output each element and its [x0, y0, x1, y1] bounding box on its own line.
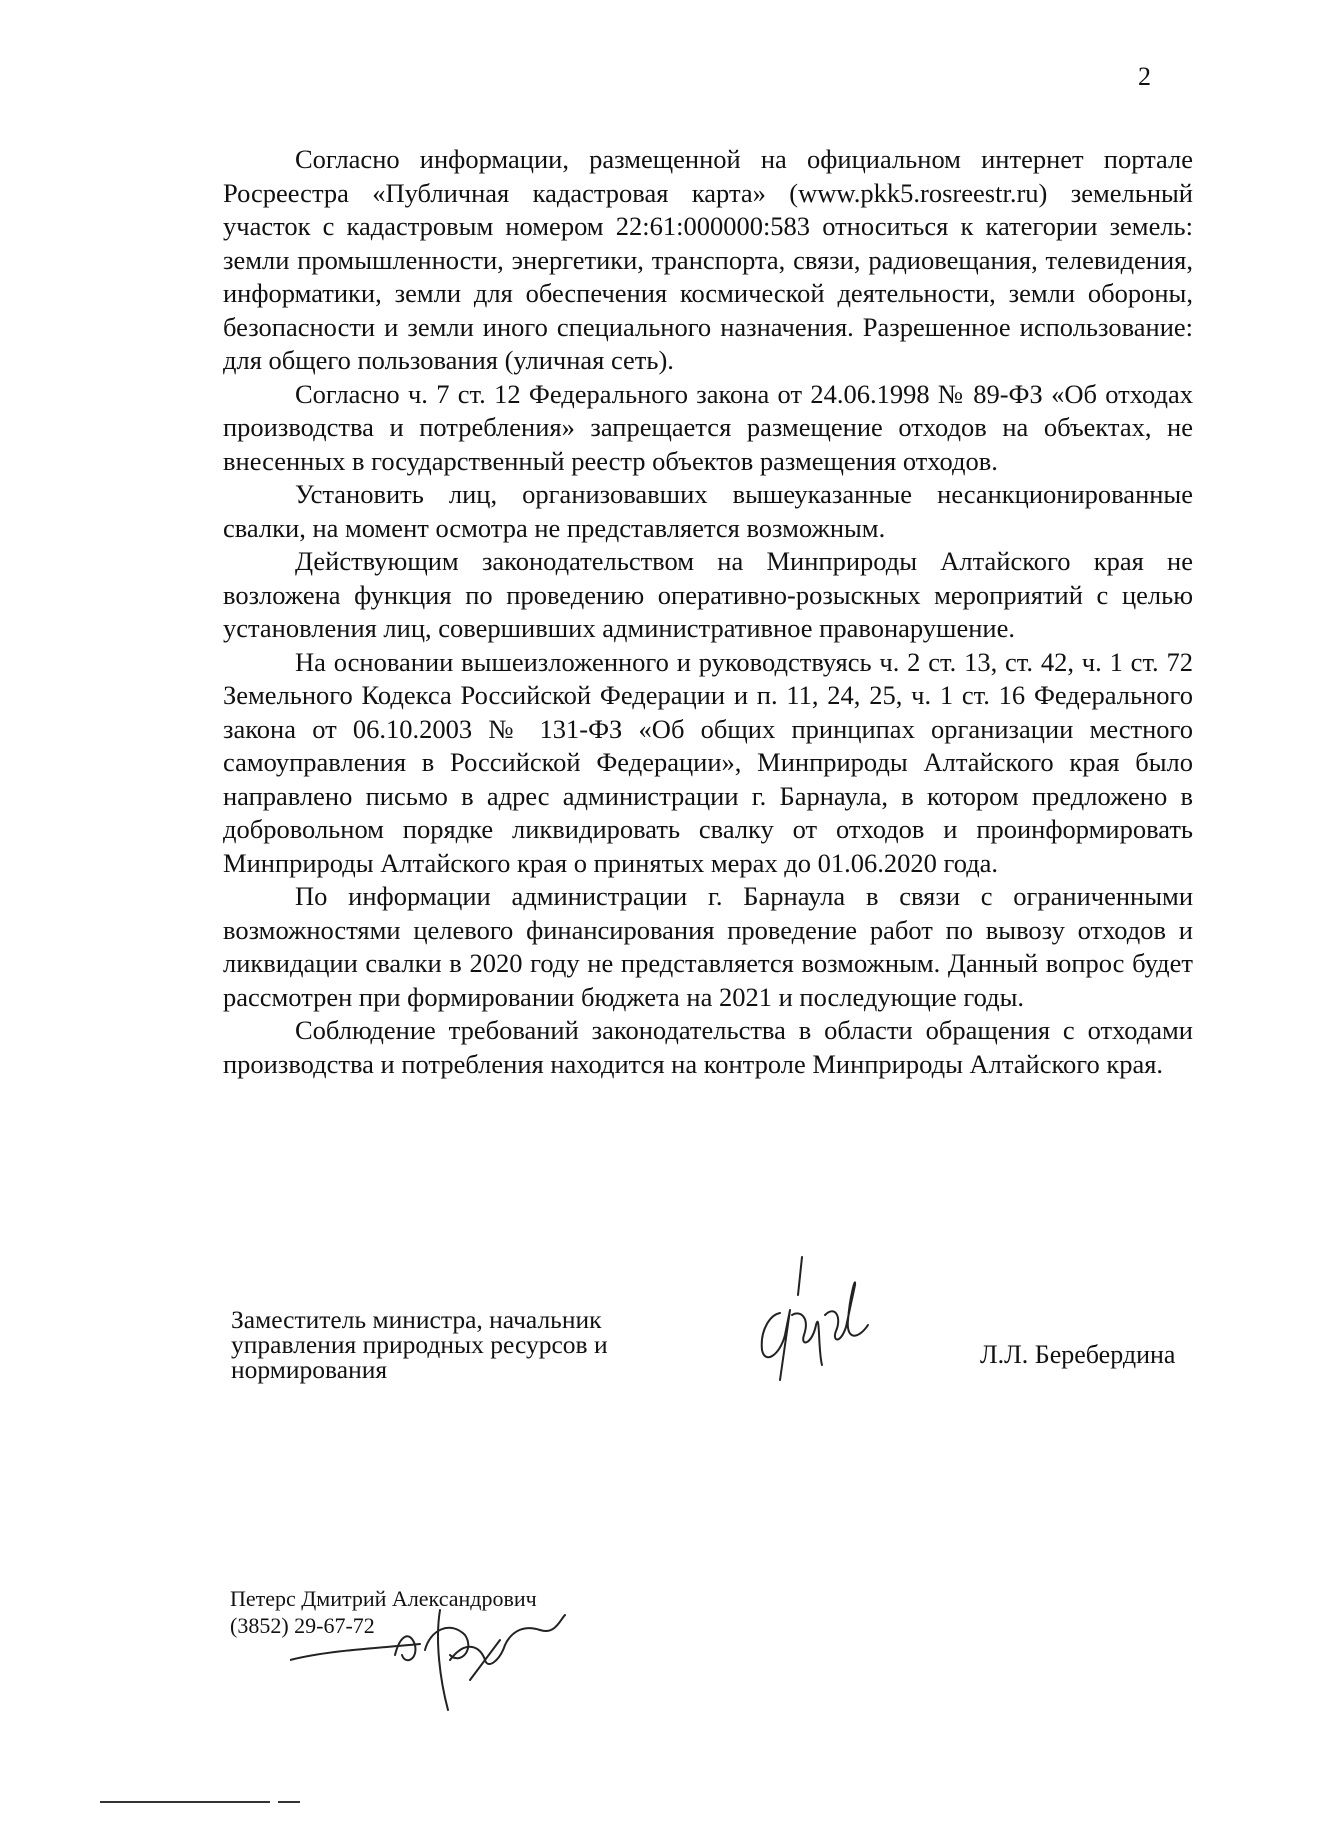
paragraph-administration-reply: По информации администрации г. Барнаула в связи с ограниченными возможностями целевого финансирования проведение работ по вывозу отходов и ликвидации свалки в 2020 году не представляется возможным. Данный вопрос будет рассмотрен при формировании бюджета на 2021 и последующие годы.	[223, 881, 1193, 1012]
signer-title-line: нормирования	[231, 1355, 388, 1384]
letter-body	[223, 143, 1193, 1081]
page-number: 2	[1138, 62, 1151, 91]
executor-phone: (3852) 29-67-72	[230, 1613, 375, 1638]
paragraph-control: Соблюдение требований законодательства в области обращения с отходами производства и потребления находится на контроле Минприроды Алтайского края.	[223, 1015, 1193, 1079]
executor-signature	[290, 1600, 580, 1720]
executor-name: Петерс Дмитрий Александрович	[230, 1586, 537, 1611]
paragraph-persons-unknown: Установить лиц, организовавших вышеуказанные несанкционированные свалки, на момент осмотра не представляется возможным.	[223, 479, 1193, 543]
signer-name: Л.Л. Беребердина	[980, 1340, 1176, 1369]
paragraph-cadastral-info: Согласно информации, размещенной на официальном интернет портале Росреестра «Публичная кадастровая карта» (www.pkk5.rosreestr.ru) земельный участок с кадастровым номером 22:61:000000:583 относиться к категории земель: земли промышленности, энергетики, транспорта, связи, радиовещания, телевидения, информатики, земли для обеспечения космической деятельности, земли обороны, безопасности и земли иного специального назначения. Разрешенное использование: для общего пользования (уличная сеть).	[223, 144, 1193, 375]
paragraph-no-authority: Действующим законодательством на Минприроды Алтайского края не возложена функция по проведению оперативно-розыскных мероприятий с целью установления лиц, совершивших административное правонарушение.	[223, 546, 1193, 643]
handwritten-signature	[740, 1255, 880, 1385]
signer-title-line: Заместитель министра, начальник	[231, 1305, 602, 1334]
footer-rule	[100, 1796, 305, 1808]
paragraph-waste-law: Согласно ч. 7 ст. 12 Федерального закона от 24.06.1998 № 89-ФЗ «Об отходах производства и потребления» запрещается размещение отходов на объектах, не внесенных в государственный реестр объектов размещения отходов.	[223, 378, 1193, 476]
paragraph-letter-sent: На основании вышеизложенного и руководствуясь ч. 2 ст. 13, ст. 42, ч. 1 ст. 72 Земельного Кодекса Российской Федерации и п. 11, 24, 25, ч. 1 ст. 16 Федерального закона от 06.10.2003 № 131-ФЗ «Об общих принципах организации местного самоуправления в Российской Федерации», Минприроды Алтайского края было направлено письмо в адрес администрации г. Барнаула, в котором предложено в добровольном порядке ликвидировать свалку от отходов и проинформировать Минприроды Алтайского края о принятых мерах до 01.06.2020 года.	[223, 646, 1193, 878]
signer-title	[231, 1307, 691, 1382]
signer-title-line: управления природных ресурсов и	[231, 1330, 608, 1359]
